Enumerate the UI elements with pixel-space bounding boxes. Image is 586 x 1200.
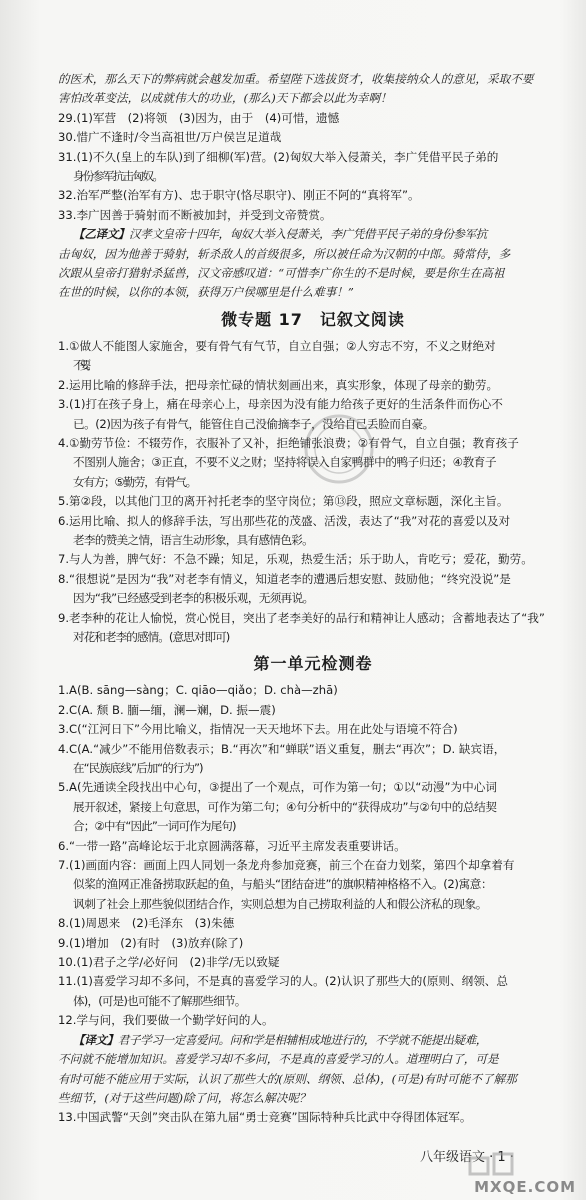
answer-line: 合；②中有“因此”一词可作为尾句) xyxy=(73,819,236,834)
answer-line: 不要。 xyxy=(73,358,93,373)
answer-content xyxy=(58,70,568,1128)
answer-line: 在“民族底线”后加“的行为”) xyxy=(73,761,203,775)
answer-line: 体)，(可是)也可能不了解那些细节。 xyxy=(73,993,246,1008)
text-line: 在世的时候，以你的本领，获得万户侯哪里是什么难事！” xyxy=(58,285,354,300)
answer-line: 3.C(“江河日下”今用比喻义，指情况一天天地坏下去。用在此处与语境不符合) xyxy=(58,722,458,737)
site-watermark: MXQE.COM xyxy=(474,1178,576,1196)
answer-line: 8.“很想说”是因为“我”对老李有情义，知道老李的遭遇后想安慰、鼓励他；“终究没说”是 xyxy=(58,571,511,586)
stamp-watermark-icon xyxy=(302,412,376,486)
text-line: 些细节，(对于这些问题)除了问，将怎么解决呢？ xyxy=(58,1090,311,1105)
text-line: 【乙译文】汉孝文皇帝十四年，匈奴大举入侵萧关，李广凭借平民子弟的身份参军抗 xyxy=(73,227,487,242)
text-line: 击匈奴，因为他善于骑射，斩杀敌人的首级很多，所以被任命为汉朝的中郎。骑常侍，多 xyxy=(58,246,511,261)
answer-line: 5.第②段，以其他门卫的离开衬托老李的坚守岗位；第⑬段，照应文章标题，深化主旨。 xyxy=(58,494,509,509)
answer-13: 13.中国武警“天剑”突击队在第九届“勇士竞赛”国际特种兵比武中夺得团体冠军。 xyxy=(58,1110,472,1125)
answer-line: 10.(1)君子之学/必好问 (2)非学/无以致疑 xyxy=(58,955,280,970)
unit-test-answers xyxy=(58,681,568,1030)
text-line: 身份参军抗击匈奴。 xyxy=(73,169,163,184)
answer-line: 6.运用比喻、拟人的修辞手法，写出那些花的茂盛、活泼，表达了“我”对花的喜爱以及对 xyxy=(58,513,511,528)
answer-line: 1.①做人不能图人家施舍，要有骨气有气节，自立自强；②人穷志不穷，不义之财绝对 xyxy=(58,338,496,353)
answer-line: 2.运用比喻的修辞手法，把母亲忙碌的情状刻画出来，真实形象，体现了母亲的勤劳。 xyxy=(58,377,499,392)
text-line: 有时可能不能应用于实际，认识了那些大的(原则、纲领、总体)，(可是)有时可能不了解那 xyxy=(58,1071,517,1086)
answer-line: 已。(2)因为孩子有骨气，能管住自己没偷摘李子，没给自己丢脸而自豪。 xyxy=(73,416,434,431)
text-line: 害怕改革变法，以成就伟大的功业，(那么)天下都会以此为幸啊！ xyxy=(58,91,392,106)
answer-line: 讽刺了社会上那些貌似团结合作，实则总想为自己捞取利益的人和假公济私的现象。 xyxy=(73,896,487,911)
answer-29: 29.(1)军营 (2)将领 (3)因为，由于 (4)可惜，遗憾 xyxy=(58,110,340,125)
answer-30: 30.惜广不逢时/令当高祖世/万户侯岂足道哉 xyxy=(58,130,282,145)
text-line: 不问就不能增加知识。喜爱学习却不多问，不是真的喜爱学习的人。道理明白了，可是 xyxy=(58,1052,499,1067)
answer-line: 老李的赞美之情，语言生动形象，具有感情色彩。 xyxy=(73,532,314,547)
translation-tag: 【译文】 xyxy=(73,1032,118,1047)
answer-line: 似桨的渔网正准备捞取跃起的鱼，与船头“团结奋进”的旗帜精神格格不入。(2)寓意： xyxy=(73,877,493,892)
text-line: 次跟从皇帝打猎射杀猛兽，汉文帝感叹道：“可惜李广你生的不是时候，要是你生在高祖 xyxy=(58,266,505,281)
answer-line: 女有方；⑤勤劳，有骨气。 xyxy=(73,474,196,489)
answer-line: 3.(1)打在孩子身上，痛在母亲心上，母亲因为没有能力给孩子更好的生活条件而伤心不 xyxy=(58,397,503,412)
translation-tag: 【乙译文】 xyxy=(73,227,129,242)
answer-33: 33.李广因善于骑射而不断被加封，并受到文帝赞赏。 xyxy=(58,207,332,222)
answer-line: 不图别人施舍；③正直，不要不义之财；坚持将误入自家鸭群中的鸭子归还；④教育子 xyxy=(73,455,497,470)
answer-line: 4.①勤劳节俭：不辍劳作，衣服补了又补，拒绝铺张浪费；②有骨气，自立自强；教育孩子 xyxy=(58,435,519,450)
answer-line: 9.老李种的花让人愉悦，赏心悦目，突出了老李美好的品行和精神让人感动；含蓄地表达了“我” xyxy=(58,610,545,625)
top-answers xyxy=(58,70,568,225)
text-line: 【译文】君子学习一定喜爱问。问和学是相辅相成地进行的，不学就不能提出疑难， xyxy=(73,1032,487,1047)
yi-translation xyxy=(58,225,568,303)
narrative-answers xyxy=(58,337,568,648)
translation-block xyxy=(58,1031,568,1109)
answer-line: 对花和老李的感情。(意思对即可) xyxy=(73,629,230,644)
answer-line: 6.“一带一路”高峰论坛于北京圆满落幕，习近平主席发表重要讲话。 xyxy=(58,838,406,853)
answer-line: 5.A(先通读全段找出中心句，③提出了一个观点，可作为第一句；①以“动漫”为中心词 xyxy=(58,780,497,795)
page-footer: 八年级语文 · 1 · xyxy=(420,1150,514,1165)
answer-line: 4.C(A.“减少”不能用倍数表示；B.“再次”和“蝉联”语义重复，删去“再次”；D. 缺宾语， xyxy=(58,741,506,756)
answer-line: 7.(1)画面内容：画面上四人同划一条龙舟参加竞赛，前三个在奋力划桨，第四个却拿着有 xyxy=(58,858,515,873)
answer-line: 12.学与问，我们要做一个勤学好问的人。 xyxy=(58,1013,274,1028)
answer-line: 2.C(A. 颓 B. 腼—缅，澜—斓，D. 振—震) xyxy=(58,702,276,717)
section-title-unit-test: 第一单元检测卷 xyxy=(253,654,373,674)
answer-line: 展开叙述，紧接上句意思，可作为第二句；④句分析中的“获得成功”与②句中的总结契 xyxy=(73,799,497,814)
answer-line: 1.A(B. sāng—sàng；C. qiāo—qiǎo；D. chà—zhā) xyxy=(58,683,338,698)
answer-line: 因为“我”已经感受到老李的积极乐观，无须再说。 xyxy=(73,591,314,606)
answer-line: 7.与人为善，脾气好：不急不躁；知足，乐观，热爱生活；乐于助人，肯吃亏；爱花，勤劳。 xyxy=(58,552,533,567)
answer-31: 31.(1)不久(皇上的车队)到了细柳(军)营。(2)匈奴大举入侵萧关，李广凭借平民子弟的 xyxy=(58,149,499,164)
answer-line: 9.(1)增加 (2)有时 (3)放弃(除了) xyxy=(58,935,244,950)
answer-32: 32.治军严整(治军有方)、忠于职守(恪尽职守)、刚正不阿的“真将军”。 xyxy=(58,188,420,203)
answer-line: 11.(1)喜爱学习却不多问，不是真的喜爱学习的人。(2)认识了那些大的(原则、纲领、总 xyxy=(58,974,508,989)
text-line: 的医术，那么天下的弊病就会越发加重。希望陛下选拔贤才，收集接纳众人的意见，采取不要 xyxy=(58,72,534,86)
answer-line: 8.(1)周恩来 (2)毛泽东 (3)朱德 xyxy=(58,916,235,931)
section-title-narrative: 微专题 17 记叙文阅读 xyxy=(221,309,405,329)
